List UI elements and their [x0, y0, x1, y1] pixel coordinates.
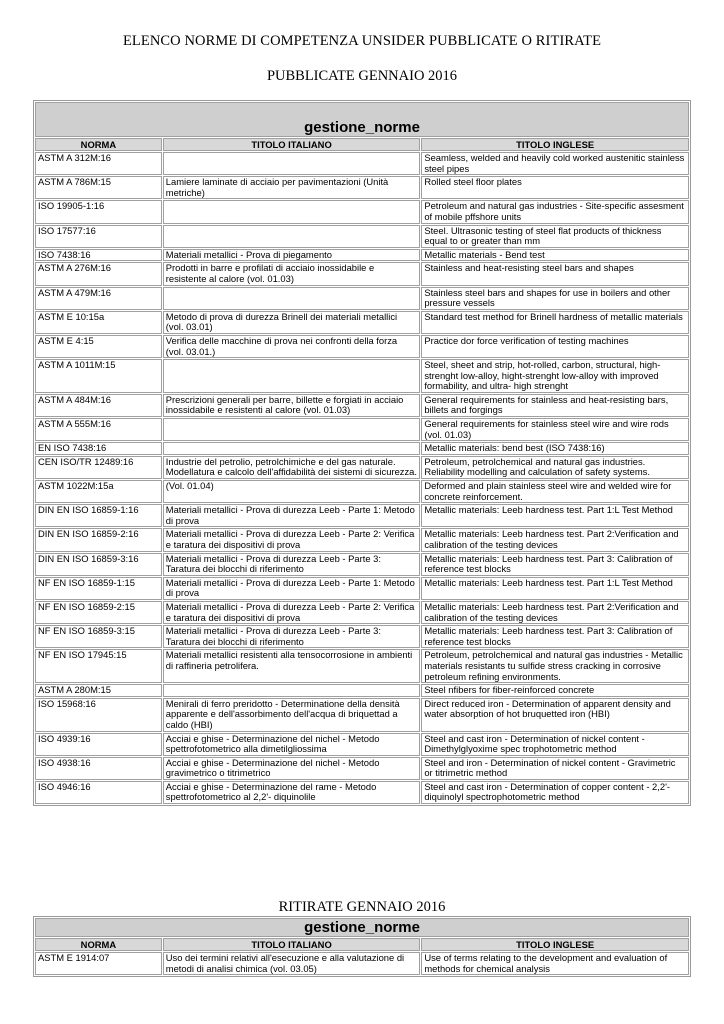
- cell-titolo-inglese: Metallic materials: Leeb hardness test. Part 2:Verification and calibration of the testing devices: [421, 528, 689, 551]
- cell-titolo-inglese: Rolled steel floor plates: [421, 176, 689, 199]
- table-row: [35, 601, 689, 624]
- table-row: [35, 480, 689, 503]
- cell-norma: ISO 19905-1:16: [35, 200, 162, 223]
- cell-titolo-inglese: Metallic materials: bend best (ISO 7438:16): [421, 442, 689, 455]
- cell-titolo-italiano: Menirali di ferro preridotto - Determinatione della densità apparente e dell'assorbimento dell'acqua di briquettad a caldo (HBI): [163, 698, 421, 732]
- cell-titolo-italiano: [163, 200, 421, 223]
- table-row: [35, 625, 689, 648]
- cell-titolo-italiano: Prescrizioni generali per barre, billette e forgiati in acciaio inossidabile e resistenti al calore (vol. 01.03): [163, 394, 421, 417]
- cell-norma: NF EN ISO 16859-1:15: [35, 577, 162, 600]
- column-header-titolo-italiano: TITOLO ITALIANO: [163, 938, 421, 951]
- cell-titolo-italiano: Acciai e ghise - Determinazione del nichel - Metodo gravimetrico o titrimetrico: [163, 757, 421, 780]
- cell-titolo-italiano: Prodotti in barre e profilati di acciaio inossidabile e resistente al calore (vol. 01.03): [163, 262, 421, 285]
- cell-norma: ISO 4938:16: [35, 757, 162, 780]
- cell-titolo-inglese: Metallic materials - Bend test: [421, 249, 689, 262]
- cell-titolo-inglese: Petroleum and natural gas industries - Site-specific assesment of mobile pffshore units: [421, 200, 689, 223]
- table-row: [35, 335, 689, 358]
- table-row: [35, 952, 689, 975]
- cell-titolo-inglese: Stainless and heat-resisting steel bars and shapes: [421, 262, 689, 285]
- cell-titolo-italiano: Acciai e ghise - Determinazione del rame - Metodo spettrofotometrico al 2,2'- diquinolile: [163, 781, 421, 804]
- column-header-norma: NORMA: [35, 938, 162, 951]
- cell-titolo-inglese: Seamless, welded and heavily cold worked austenitic stainless steel pipes: [421, 152, 689, 175]
- cell-titolo-inglese: Steel and iron - Determination of nickel content - Gravimetric or titrimetric method: [421, 757, 689, 780]
- table-row: [35, 262, 689, 285]
- table-row: [35, 781, 689, 804]
- cell-titolo-italiano: [163, 359, 421, 393]
- table-row: [35, 152, 689, 175]
- cell-titolo-italiano: Verifica delle macchine di prova nei confronti della forza (vol. 03.01.): [163, 335, 421, 358]
- cell-norma: ASTM A 786M:15: [35, 176, 162, 199]
- withdrawn-standards-table: [33, 916, 691, 977]
- table-row: [35, 456, 689, 479]
- cell-titolo-inglese: Steel nfibers for fiber-reinforced concrete: [421, 684, 689, 697]
- cell-titolo-inglese: General requirements for stainless and heat-resisting bars, billets and forgings: [421, 394, 689, 417]
- cell-titolo-inglese: Steel and cast iron - Determination of nickel content - Dimethylglyoxime spec trophotometric method: [421, 733, 689, 756]
- cell-norma: ASTM 1022M:15a: [35, 480, 162, 503]
- cell-titolo-italiano: Materiali metallici - Prova di durezza Leeb - Parte 2: Verifica e taratura dei dispositivi di prova: [163, 601, 421, 624]
- cell-norma: ASTM A 479M:16: [35, 287, 162, 310]
- cell-titolo-italiano: [163, 287, 421, 310]
- cell-titolo-italiano: Materiali metallici - Prova di durezza Leeb - Parte 1: Metodo di prova: [163, 504, 421, 527]
- published-standards-table: [33, 100, 691, 806]
- cell-titolo-inglese: Steel and cast iron - Determination of copper content - 2,2'-diquinolyl spectrophotometric method: [421, 781, 689, 804]
- column-header-titolo-inglese: TITOLO INGLESE: [421, 138, 689, 151]
- table-row: [35, 577, 689, 600]
- table-row: [35, 359, 689, 393]
- cell-norma: ASTM A 555M:16: [35, 418, 162, 441]
- cell-titolo-italiano: Materiali metallici - Prova di durezza Leeb - Parte 3: Taratura dei blocchi di riferimento: [163, 553, 421, 576]
- table-row: [35, 249, 689, 262]
- table-row: [35, 311, 689, 334]
- cell-norma: ASTM E 1914:07: [35, 952, 162, 975]
- cell-norma: ASTM A 1011M:15: [35, 359, 162, 393]
- cell-titolo-italiano: Materiali metallici - Prova di piegamento: [163, 249, 421, 262]
- cell-titolo-inglese: Metallic materials: Leeb hardness test. Part 1:L Test Method: [421, 577, 689, 600]
- cell-norma: ISO 4946:16: [35, 781, 162, 804]
- cell-titolo-inglese: Stainless steel bars and shapes for use in boilers and other pressure vessels: [421, 287, 689, 310]
- table-title: gestione_norme: [35, 102, 689, 137]
- table-row: [35, 553, 689, 576]
- cell-titolo-italiano: Lamiere laminate di acciaio per pavimentazioni (Unità metriche): [163, 176, 421, 199]
- column-header-norma: NORMA: [35, 138, 162, 151]
- cell-titolo-inglese: Metallic materials: Leeb hardness test. Part 3: Calibration of reference test blocks: [421, 625, 689, 648]
- cell-titolo-inglese: Practice dor force verification of testing machines: [421, 335, 689, 358]
- cell-titolo-inglese: Metallic materials: Leeb hardness test. Part 1:L Test Method: [421, 504, 689, 527]
- cell-titolo-italiano: [163, 225, 421, 248]
- cell-norma: DIN EN ISO 16859-3:16: [35, 553, 162, 576]
- cell-titolo-inglese: Petroleum, petrolchemical and natural gas industries. Reliability modelling and calculation of safety systems.: [421, 456, 689, 479]
- cell-titolo-inglese: Steel, sheet and strip, hot-rolled, carbon, structural, high-strenght low-alloy, hight-strenght low-alloy with improved formability, and ultra- high strenght: [421, 359, 689, 393]
- table-title: gestione_norme: [35, 918, 689, 937]
- cell-titolo-inglese: Steel. Ultrasonic testing of steel flat products of thickness equal to or greater than mm: [421, 225, 689, 248]
- cell-norma: ASTM A 312M:16: [35, 152, 162, 175]
- cell-titolo-italiano: Industrie del petrolio, petrolchimiche e del gas naturale. Modellatura e calcolo dell'affidabilità dei sistemi di sicurezza.: [163, 456, 421, 479]
- table-row: [35, 504, 689, 527]
- cell-titolo-italiano: [163, 684, 421, 697]
- column-header-titolo-italiano: TITOLO ITALIANO: [163, 138, 421, 151]
- cell-titolo-italiano: [163, 442, 421, 455]
- table-row: [35, 442, 689, 455]
- cell-titolo-italiano: Materiali metallici - Prova di durezza Leeb - Parte 1: Metodo di prova: [163, 577, 421, 600]
- cell-titolo-inglese: General requirements for stainless steel wire and wire rods (vol. 01.03): [421, 418, 689, 441]
- cell-norma: ASTM A 484M:16: [35, 394, 162, 417]
- cell-titolo-italiano: Materiali metallici - Prova di durezza Leeb - Parte 2: Verifica e taratura dei dispositivi di prova: [163, 528, 421, 551]
- cell-titolo-inglese: Metallic materials: Leeb hardness test. Part 2:Verification and calibration of the testing devices: [421, 601, 689, 624]
- cell-norma: ASTM E 4:15: [35, 335, 162, 358]
- cell-norma: ISO 17577:16: [35, 225, 162, 248]
- cell-norma: ISO 4939:16: [35, 733, 162, 756]
- cell-titolo-italiano: (Vol. 01.04): [163, 480, 421, 503]
- cell-titolo-italiano: Acciai e ghise - Determinazione del nichel - Metodo spettrofotometrico alla dimetilgliossima: [163, 733, 421, 756]
- cell-norma: CEN ISO/TR 12489:16: [35, 456, 162, 479]
- cell-titolo-italiano: Metodo di prova di durezza Brinell dei materiali metallici (vol. 03.01): [163, 311, 421, 334]
- table-row: [35, 649, 689, 683]
- published-heading: PUBBLICATE GENNAIO 2016: [266, 68, 458, 84]
- cell-norma: ISO 7438:16: [35, 249, 162, 262]
- cell-norma: ASTM A 280M:15: [35, 684, 162, 697]
- withdrawn-table-body: [35, 952, 689, 975]
- table-row: [35, 684, 689, 697]
- table-header-row: [35, 938, 689, 951]
- table-row: [35, 287, 689, 310]
- cell-norma: EN ISO 7438:16: [35, 442, 162, 455]
- table-row: [35, 757, 689, 780]
- cell-titolo-inglese: Standard test method for Brinell hardness of metallic materials: [421, 311, 689, 334]
- cell-titolo-italiano: Uso dei termini relativi all'esecuzione e alla valutazione di metodi di analisi chimica (vol. 03.05): [163, 952, 421, 975]
- table-row: [35, 528, 689, 551]
- cell-norma: ISO 15968:16: [35, 698, 162, 732]
- cell-norma: ASTM E 10:15a: [35, 311, 162, 334]
- withdrawn-heading: RITIRATE GENNAIO 2016: [278, 899, 446, 915]
- column-header-titolo-inglese: TITOLO INGLESE: [421, 938, 689, 951]
- cell-titolo-italiano: [163, 418, 421, 441]
- cell-titolo-inglese: Use of terms relating to the development and evaluation of methods for chemical analysis: [421, 952, 689, 975]
- cell-norma: NF EN ISO 16859-2:15: [35, 601, 162, 624]
- cell-norma: DIN EN ISO 16859-1:16: [35, 504, 162, 527]
- table-row: [35, 200, 689, 223]
- table-row: [35, 698, 689, 732]
- cell-titolo-inglese: Deformed and plain stainless steel wire and welded wire for concrete reinforcement.: [421, 480, 689, 503]
- cell-titolo-italiano: Materiali metallici resistenti alla tensocorrosione in ambienti di raffineria petrolifera.: [163, 649, 421, 683]
- cell-norma: NF EN ISO 17945:15: [35, 649, 162, 683]
- cell-titolo-inglese: Direct reduced iron - Determination of apparent density and water absorption of hot bruquetted iron (HBI): [421, 698, 689, 732]
- document-title: ELENCO NORME DI COMPETENZA UNSIDER PUBBLICATE O RITIRATE: [122, 33, 602, 49]
- table-row: [35, 394, 689, 417]
- cell-titolo-italiano: [163, 152, 421, 175]
- cell-norma: NF EN ISO 16859-3:15: [35, 625, 162, 648]
- table-header-row: [35, 138, 689, 151]
- table-row: [35, 733, 689, 756]
- table-row: [35, 225, 689, 248]
- cell-norma: DIN EN ISO 16859-2:16: [35, 528, 162, 551]
- cell-norma: ASTM A 276M:16: [35, 262, 162, 285]
- table-row: [35, 176, 689, 199]
- cell-titolo-inglese: Petroleum, petrolchemical and natural gas industries - Metallic materials resistants tu sulfide stress cracking in corrosive petroleum refining environments.: [421, 649, 689, 683]
- cell-titolo-italiano: Materiali metallici - Prova di durezza Leeb - Parte 3: Taratura dei blocchi di riferimento: [163, 625, 421, 648]
- published-table-body: [35, 152, 689, 804]
- cell-titolo-inglese: Metallic materials: Leeb hardness test. Part 3: Calibration of reference test blocks: [421, 553, 689, 576]
- table-row: [35, 418, 689, 441]
